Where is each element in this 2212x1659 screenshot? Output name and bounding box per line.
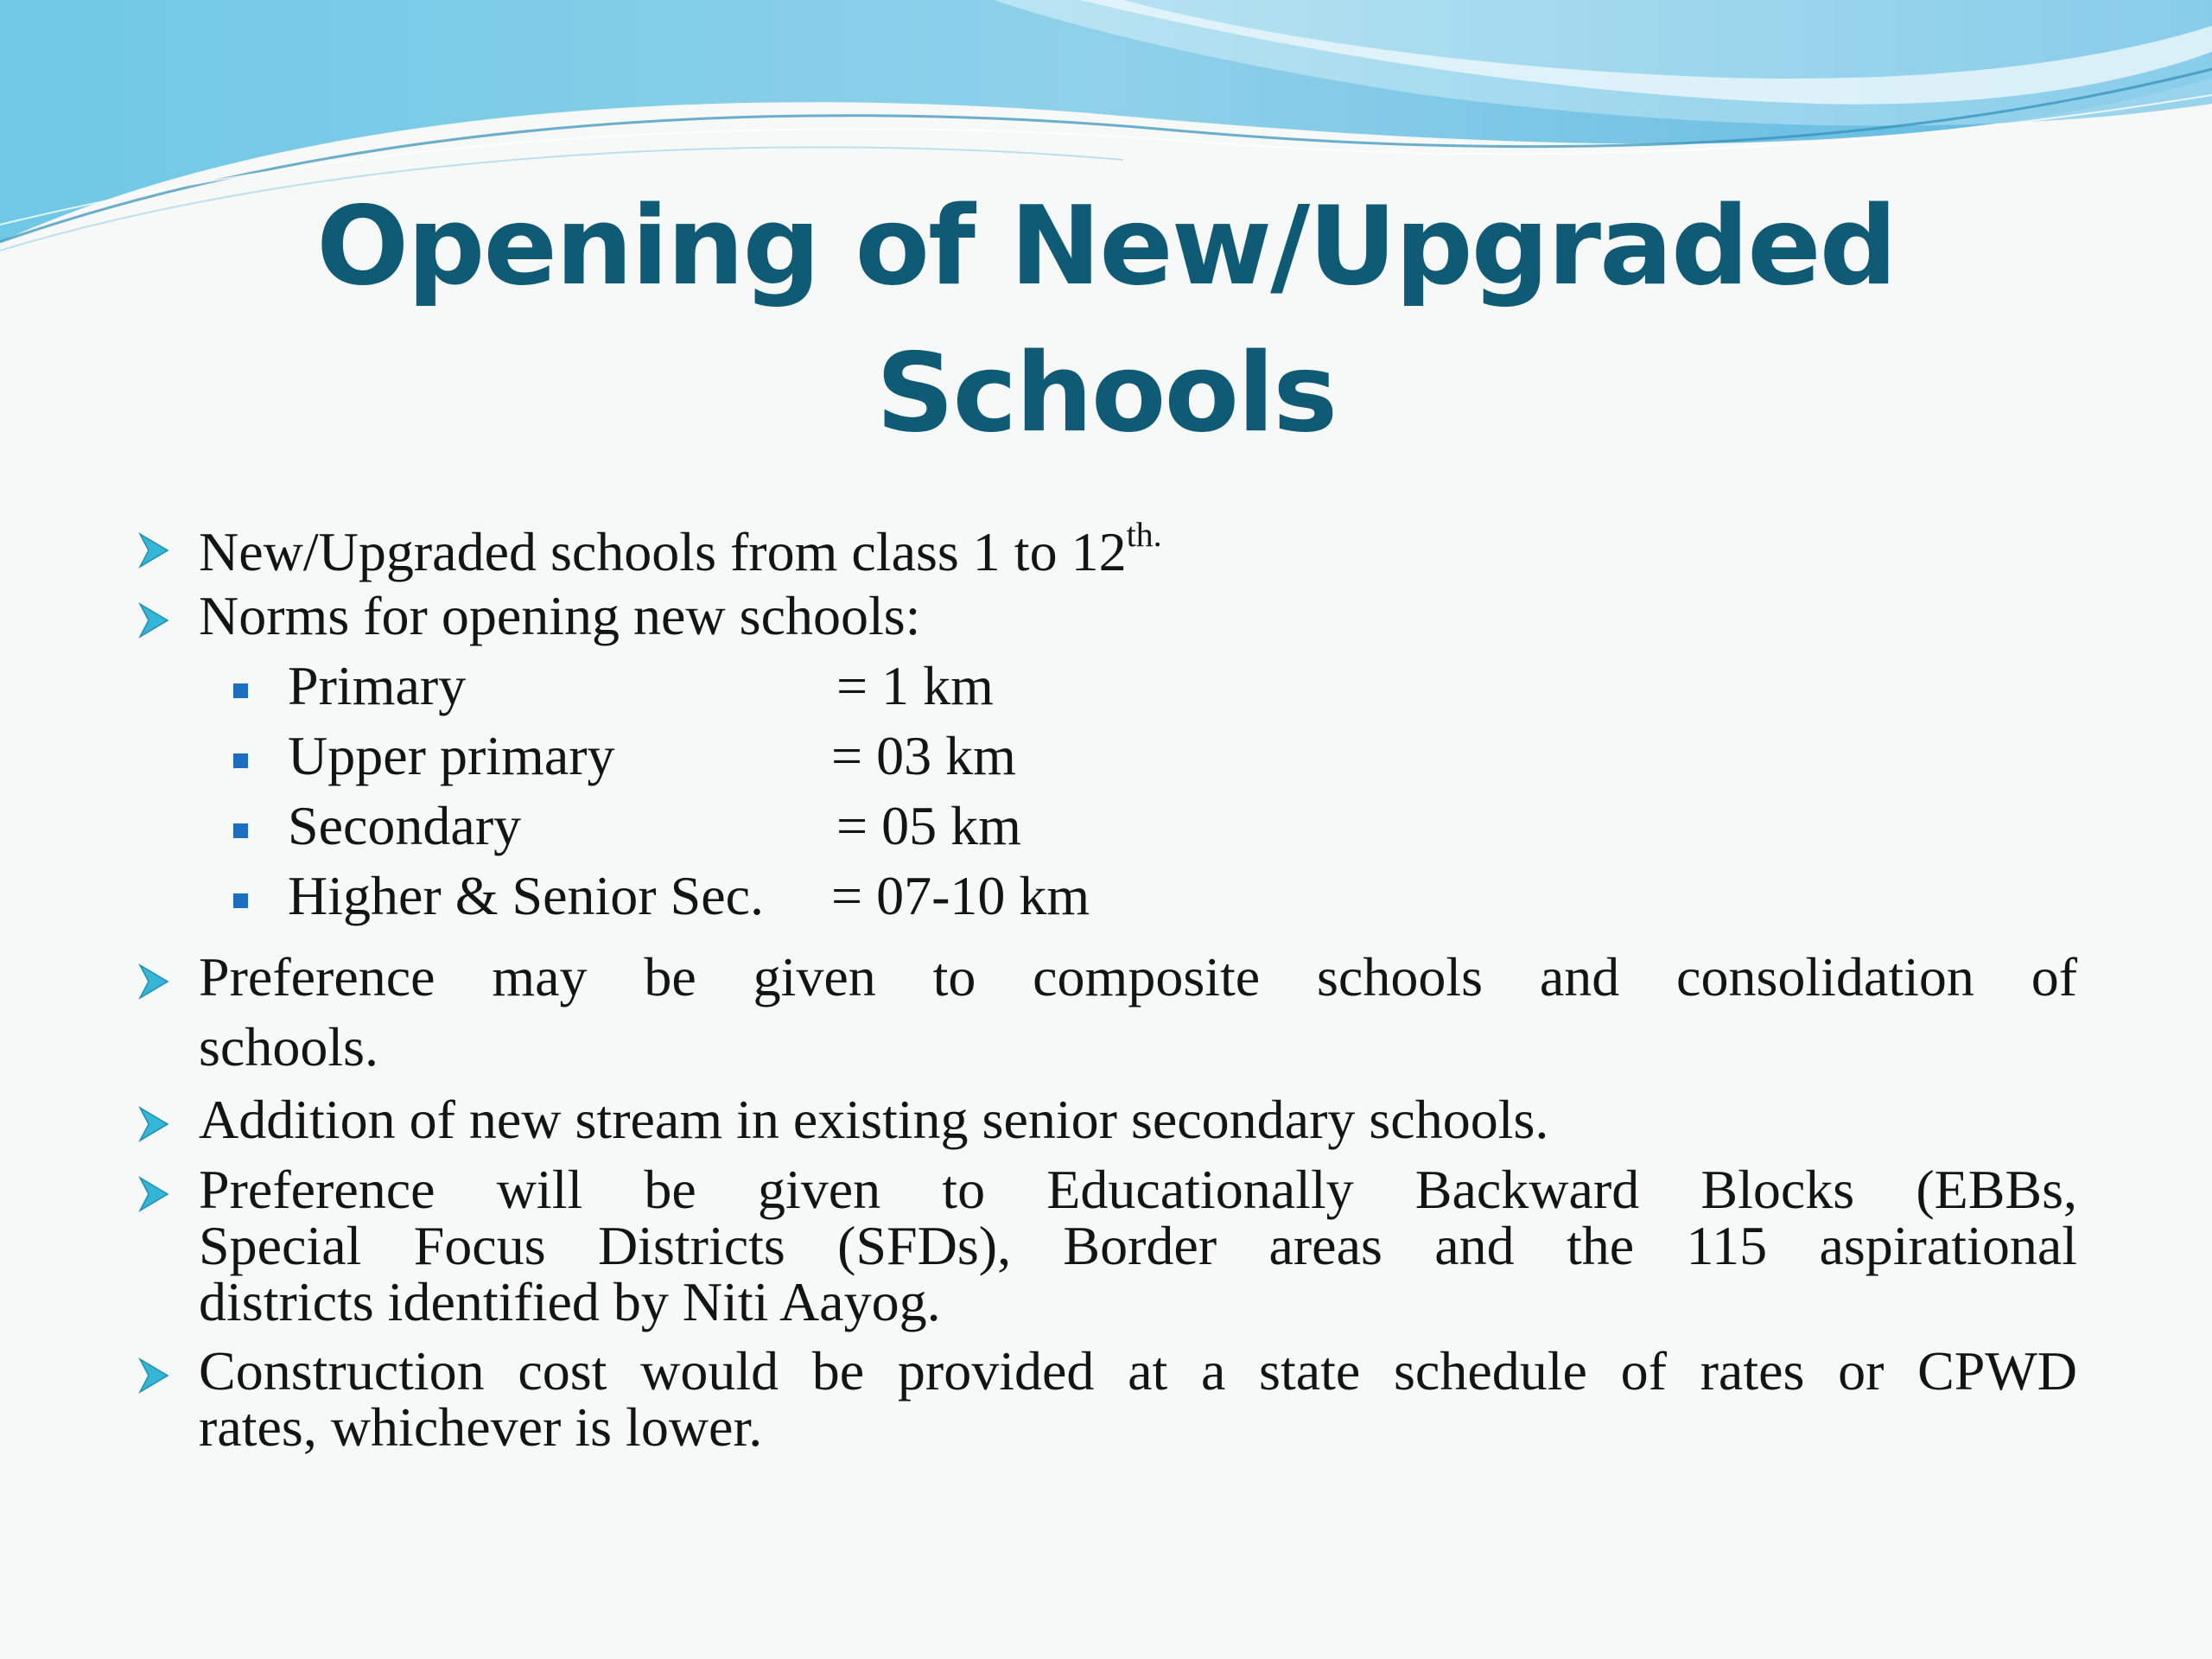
title-line-1: Opening of New/Upgraded xyxy=(316,182,1896,309)
norm-value-primary: = 1 km xyxy=(836,655,994,716)
bullet-norms-heading: Norms for opening new schools: xyxy=(199,585,921,646)
bullet-class-range xyxy=(199,514,1162,584)
square-bullet-icon xyxy=(233,683,248,698)
bullet-construction-cost-line2: rates, whichever is lower. xyxy=(199,1396,763,1458)
norm-label-secondary: Secondary xyxy=(288,795,522,856)
bullet-preference-ebb-line1: Preference will be given to Educationally Backward Blocks (EBBs, xyxy=(199,1159,2077,1220)
superscript-th: th. xyxy=(1126,515,1162,554)
norm-label-higher-senior: Higher & Senior Sec. xyxy=(288,865,764,926)
slide-title xyxy=(0,173,2212,467)
norm-value-upper-primary: = 03 km xyxy=(831,725,1016,786)
bullet-preference-ebb-line3: districts identified by Niti Aayog. xyxy=(199,1271,941,1332)
arrow-bullet-icon xyxy=(137,599,171,642)
arrow-bullet-icon xyxy=(137,529,171,572)
bullet-construction-cost-line1: Construction cost would be provided at a state schedule of rates or CPWD xyxy=(199,1340,2077,1402)
title-line-2: Schools xyxy=(875,329,1337,456)
bullet-class-range-text: New/Upgraded schools from class 1 to 12 xyxy=(199,521,1127,582)
norm-label-primary: Primary xyxy=(288,655,467,716)
bullet-new-stream: Addition of new stream in existing senior secondary schools. xyxy=(199,1089,1549,1150)
arrow-bullet-icon xyxy=(137,1173,171,1216)
arrow-bullet-icon xyxy=(137,1354,171,1397)
square-bullet-icon xyxy=(233,893,248,908)
bullet-preference-composite-line2: schools. xyxy=(199,1016,378,1077)
arrow-bullet-icon xyxy=(137,1103,171,1146)
norm-value-higher-senior: = 07-10 km xyxy=(831,865,1090,926)
bullet-preference-composite-line1: Preference may be given to composite schools and consolidation of xyxy=(199,946,2077,1007)
norm-label-upper-primary: Upper primary xyxy=(288,725,615,786)
square-bullet-icon xyxy=(233,753,248,768)
bullet-preference-ebb-line2: Special Focus Districts (SFDs), Border areas and the 115 aspirational xyxy=(199,1215,2077,1276)
square-bullet-icon xyxy=(233,823,248,838)
arrow-bullet-icon xyxy=(137,960,171,1003)
norm-value-secondary: = 05 km xyxy=(836,795,1021,856)
